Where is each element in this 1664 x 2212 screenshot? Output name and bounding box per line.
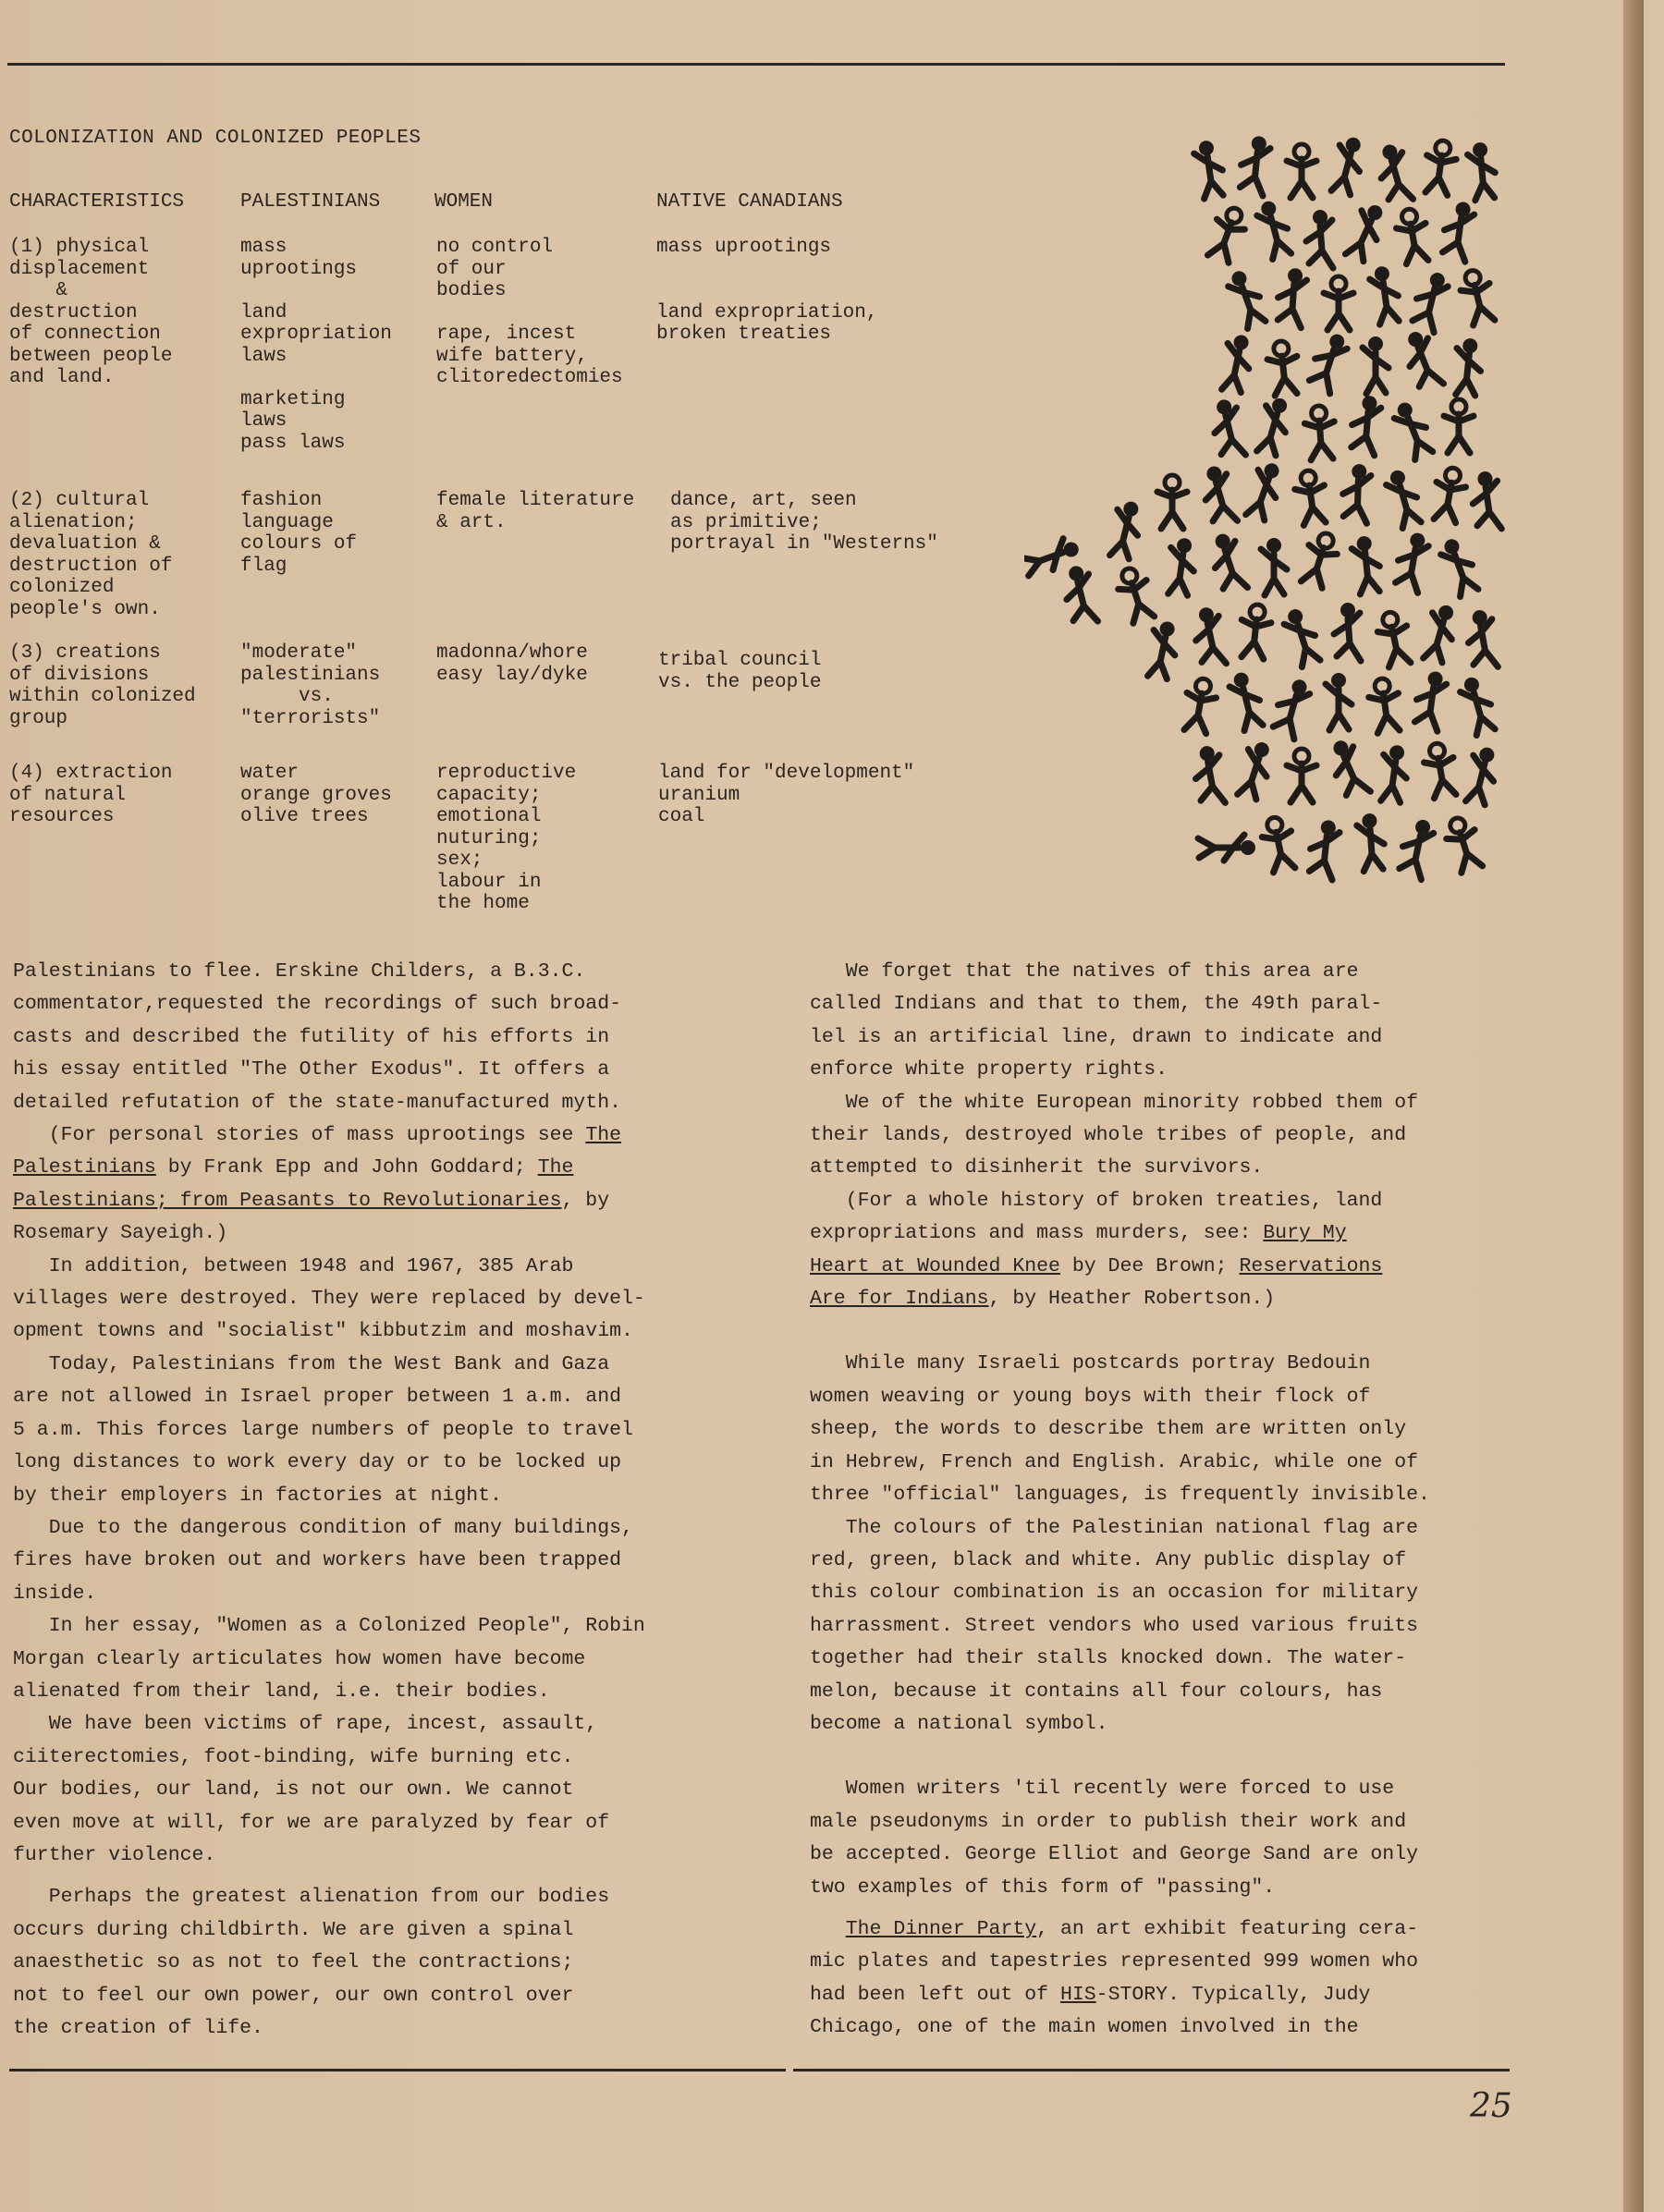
right-p3-by1: by Dee Brown; — [1059, 1254, 1240, 1277]
row3-characteristic: (3) creations of divisions within colonized group — [9, 642, 196, 729]
row4-characteristic: (4) extraction of natural resources — [9, 763, 173, 827]
left-paragraph-5: Due to the dangerous condition of many buildings, fires have broken out and workers have been trapped inside. — [13, 1516, 633, 1605]
page-title: COLONIZATION AND COLONIZED PEOPLES — [9, 128, 422, 149]
book-title-bury-my-heart: Bury My Heart at Wounded Knee — [810, 1222, 1347, 1277]
right-p3-by2: , by Heather Robertson.) — [988, 1288, 1276, 1311]
left-paragraph-2 — [13, 1119, 716, 1251]
right-paragraph-1: We forget that the natives of this area are called Indians and that to them, the 49th paral- lel is an artificial line, drawn to indicate and enforce white property rights. — [810, 960, 1383, 1082]
right-paragraph-6: Women writers 'til recently were forced to use male pseudonyms in order to publish their work and be accepted. George Elliot and George Sand are only two examples of this form of "passing". — [810, 1778, 1419, 1899]
row1-women: no control of our bodies rape, incest wife battery, clitoredectomies — [436, 237, 623, 388]
right-p7-a: , an art exhibit featuring cera- mic plates and tapestries represented 999 women who had been left out of — [810, 1917, 1419, 2006]
book-title-peasants-to-revolutionaries: The Palestinians; from Peasants to Revolutionaries — [13, 1156, 574, 1212]
row3-palestinians: "moderate" palestinians vs. "terrorists" — [240, 642, 381, 729]
bottom-rule-right — [793, 2069, 1510, 2071]
right-paragraph-4: While many Israeli postcards portray Bedouin women weaving or young boys with their flock of sheep, the words to describe them are written only in Hebrew, French and English. Arabic, while one of three "official" languages, is frequently invisible. — [810, 1352, 1430, 1507]
left-column — [13, 956, 716, 2045]
left-p2-by1: by Frank Epp and John Goddard; — [155, 1156, 538, 1179]
crowd-illustration — [1024, 131, 1505, 908]
book-title-the-palestinians: The Palestinians — [13, 1124, 622, 1179]
row4-palestinians: water orange groves olive trees — [240, 763, 392, 827]
row2-native: dance, art, seen as primitive; portrayal in "Westerns" — [670, 490, 938, 555]
right-paragraph-5: The colours of the Palestinian national flag are red, green, black and white. Any public display of this colour combination is an occasion for military harrassment. Street vendors who used various fruits together had their stalls knocked down. The water- melon, because it contains all four colours, has become a national symbol. — [810, 1516, 1419, 1735]
row4-native: land for "development" uranium coal — [658, 763, 915, 827]
right-paragraph-2: We of the white European minority robbed them of their lands, destroyed whole tribes of people, and attempted to disinherit the survivors. — [810, 1091, 1419, 1179]
exhibit-title-dinner-party: The Dinner Party — [845, 1917, 1037, 1940]
row1-native: mass uprootings land expropriation, broken treaties — [656, 237, 878, 345]
left-paragraph-8: Perhaps the greatest alienation from our bodies occurs during childbirth. We are given a spinal anaesthetic so as not to feel the contractions; not to feel our own power, our own control over the creation of life. — [13, 1886, 610, 2039]
page-number: 25 — [1470, 2087, 1512, 2125]
page-edge — [1623, 0, 1644, 2212]
left-paragraph-3: In addition, between 1948 and 1967, 385 Arab villages were destroyed. They were replaced by devel- opment towns and "socialist" kibbutzim and moshavim. — [13, 1254, 645, 1343]
header-native-canadians: NATIVE CANADIANS — [656, 191, 843, 213]
right-p3-intro: (For a whole history of broken treaties, land expropriations and mass murders, see: — [810, 1189, 1383, 1245]
right-paragraph-3 — [810, 1185, 1522, 1316]
header-women: WOMEN — [434, 191, 494, 213]
left-paragraph-6: In her essay, "Women as a Colonized People", Robin Morgan clearly articulates how women have become alienated from their land, i.e. their bodies. — [13, 1615, 645, 1703]
row2-palestinians: fashion language colours of flag — [240, 490, 358, 577]
crowd-figures — [1024, 134, 1501, 880]
left-paragraph-7: We have been victims of rape, incest, assault, ciiterectomies, foot-binding, wife burning etc. Our bodies, our land, is not our own. We cannot even move at will, for we are paralyzed by fear of further violence. — [13, 1713, 610, 1866]
left-paragraph-4: Today, Palestinians from the West Bank and Gaza are not allowed in Israel proper between 1 a.m. and 5 a.m. This forces large numbers of people to travel long distances to work every day or to be locked up by their employers in factories at night. — [13, 1352, 633, 1507]
right-p7-b: -STORY. Typically, Judy Chicago, one of the main women involved in the — [810, 1983, 1371, 2039]
bottom-rule-left — [9, 2069, 786, 2071]
right-column — [810, 956, 1522, 2045]
row1-palestinians: mass uprootings land expropriation laws marketing laws pass laws — [240, 237, 392, 454]
row4-women: reproductive capacity; emotional nuturing; sex; labour in the home — [436, 763, 577, 914]
row1-characteristic: (1) physical displacement & destruction of connection between people and land. — [9, 237, 173, 388]
row3-native: tribal council vs. the people — [658, 650, 822, 693]
header-palestinians: PALESTINIANS — [240, 191, 381, 213]
right-paragraph-7 — [810, 1913, 1522, 2045]
left-p2-by2: , by Rosemary Sayeigh.) — [13, 1189, 610, 1245]
left-paragraph-1: Palestinians to flee. Erskine Childers, a B.3.C. commentator,requested the recordings of such broad- casts and described the futility of his efforts in his essay entitled "The Other Exodus". It offers a detailed refutation of the state-manufactured myth. — [13, 960, 622, 1114]
book-title-reservations: Reservations Are for Indians — [810, 1254, 1383, 1311]
row2-characteristic: (2) cultural alienation; devaluation & destruction of colonized people's own. — [9, 490, 173, 620]
his-story-emphasis: HIS — [1059, 1983, 1096, 2006]
top-rule — [7, 63, 1505, 66]
left-p2-intro: (For personal stories of mass uprootings see — [13, 1124, 586, 1147]
row2-women: female literature & art. — [436, 490, 635, 533]
row3-women: madonna/whore easy lay/dyke — [436, 642, 588, 686]
header-characteristics: CHARACTERISTICS — [9, 191, 185, 213]
